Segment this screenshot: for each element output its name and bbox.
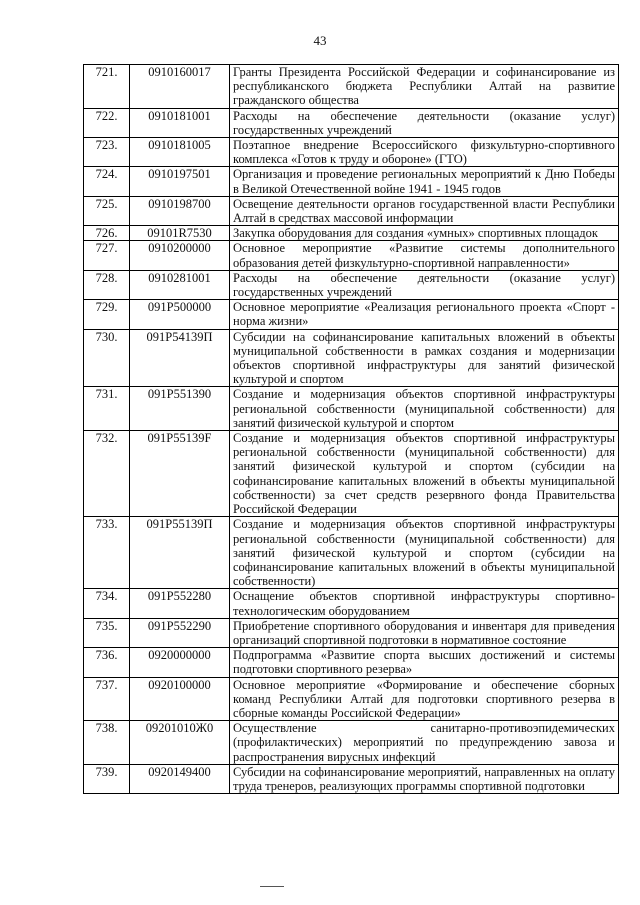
row-description: Освещение деятельности органов государственной власти Республики Алтай в средствах массовой информации <box>230 196 619 225</box>
budget-code: 0920000000 <box>130 648 230 677</box>
row-number: 727. <box>84 241 130 270</box>
row-number: 726. <box>84 226 130 241</box>
budget-code: 091P500000 <box>130 300 230 329</box>
budget-code-table <box>83 64 619 794</box>
row-number: 730. <box>84 329 130 387</box>
page-number: 43 <box>313 33 327 48</box>
budget-code: 0910200000 <box>130 241 230 270</box>
table-row <box>84 764 619 793</box>
row-number: 729. <box>84 300 130 329</box>
row-description: Приобретение спортивного оборудования и инвентаря для приведения организаций спортивной подготовки в нормативное состояние <box>230 618 619 647</box>
table-row <box>84 721 619 765</box>
budget-code: 091P551390 <box>130 387 230 431</box>
row-number: 738. <box>84 721 130 765</box>
budget-code: 0920149400 <box>130 764 230 793</box>
row-description: Создание и модернизация объектов спортивной инфраструктуры региональной собственности (муниципальной собственности) для занятий физической культурой и спортом (субсидии на софинансирование капитальных вложений в объекты муниципальной собственности) за счет средств резервного фонда Правительства Российской Федерации <box>230 431 619 517</box>
table-row <box>84 677 619 721</box>
row-description: Организация и проведение региональных мероприятий к Дню Победы в Великой Отечественной войне 1941 - 1945 годов <box>230 167 619 196</box>
row-number: 737. <box>84 677 130 721</box>
row-number: 733. <box>84 517 130 589</box>
row-description: Создание и модернизация объектов спортивной инфраструктуры региональной собственности (муниципальной собственности) для занятий физической культурой и спортом <box>230 387 619 431</box>
row-number: 739. <box>84 764 130 793</box>
row-description: Создание и модернизация объектов спортивной инфраструктуры региональной собственности (муниципальной собственности) для занятий физической культурой и спортом (субсидии на софинансирование капитальных вложений в объекты муниципальной собственности) <box>230 517 619 589</box>
budget-code: 0910197501 <box>130 167 230 196</box>
budget-code: 091P54139П <box>130 329 230 387</box>
table-row <box>84 618 619 647</box>
row-description: Подпрограмма «Развитие спорта высших достижений и системы подготовки спортивного резерва» <box>230 648 619 677</box>
table-row <box>84 517 619 589</box>
row-description: Субсидии на софинансирование мероприятий, направленных на оплату труда тренеров, реализующих программы спортивной подготовки <box>230 764 619 793</box>
budget-code: 091P552280 <box>130 589 230 618</box>
row-description: Основное мероприятие «Развитие системы дополнительного образования детей физкультурно-спортивной направленности» <box>230 241 619 270</box>
table-row <box>84 387 619 431</box>
budget-code: 0910160017 <box>130 65 230 109</box>
row-number: 734. <box>84 589 130 618</box>
row-description: Субсидии на софинансирование капитальных вложений в объекты муниципальной собственности в рамках создания и модернизации объектов спортивной инфраструктуры для занятий физической культурой и спортом <box>230 329 619 387</box>
table-row <box>84 138 619 167</box>
row-number: 724. <box>84 167 130 196</box>
row-description: Оснащение объектов спортивной инфраструктуры спортивно-технологическим оборудованием <box>230 589 619 618</box>
row-number: 732. <box>84 431 130 517</box>
budget-code: 0920100000 <box>130 677 230 721</box>
table-row <box>84 226 619 241</box>
table-body <box>84 65 619 794</box>
table-row <box>84 431 619 517</box>
row-number: 728. <box>84 270 130 299</box>
row-number: 723. <box>84 138 130 167</box>
row-number: 722. <box>84 108 130 137</box>
table-row <box>84 196 619 225</box>
row-description: Гранты Президента Российской Федерации и софинансирование из республиканского бюджета Республики Алтай на развитие гражданского общества <box>230 65 619 109</box>
table-row <box>84 329 619 387</box>
budget-code: 091P55139F <box>130 431 230 517</box>
budget-code: 09101R7530 <box>130 226 230 241</box>
budget-code: 0910198700 <box>130 196 230 225</box>
table-row <box>84 108 619 137</box>
row-description: Основное мероприятие «Реализация регионального проекта «Спорт - норма жизни» <box>230 300 619 329</box>
row-description: Расходы на обеспечение деятельности (оказание услуг) государственных учреждений <box>230 108 619 137</box>
table-row <box>84 589 619 618</box>
table-row <box>84 648 619 677</box>
row-number: 735. <box>84 618 130 647</box>
budget-code: 0910181001 <box>130 108 230 137</box>
row-description: Расходы на обеспечение деятельности (оказание услуг) государственных учреждений <box>230 270 619 299</box>
table-row <box>84 300 619 329</box>
row-number: 725. <box>84 196 130 225</box>
table-row <box>84 270 619 299</box>
table-row <box>84 167 619 196</box>
row-number: 736. <box>84 648 130 677</box>
row-number: 731. <box>84 387 130 431</box>
table-row <box>84 65 619 109</box>
row-description: Основное мероприятие «Формирование и обеспечение сборных команд Республики Алтай для подготовки спортивного резерва в сборные команды Российской Федерации» <box>230 677 619 721</box>
row-description: Осуществление санитарно-противоэпидемических (профилактических) мероприятий по предупреждению завоза и распространения вирусных инфекций <box>230 721 619 765</box>
budget-code: 0910281001 <box>130 270 230 299</box>
budget-code: 091P55139П <box>130 517 230 589</box>
row-description: Закупка оборудования для создания «умных» спортивных площадок <box>230 226 619 241</box>
budget-code: 0910181005 <box>130 138 230 167</box>
row-number: 721. <box>84 65 130 109</box>
budget-code: 091P552290 <box>130 618 230 647</box>
table-row <box>84 241 619 270</box>
budget-code: 09201010Ж0 <box>130 721 230 765</box>
scan-mark <box>260 886 284 887</box>
row-description: Поэтапное внедрение Всероссийского физкультурно-спортивного комплекса «Готов к труду и обороне» (ГТО) <box>230 138 619 167</box>
